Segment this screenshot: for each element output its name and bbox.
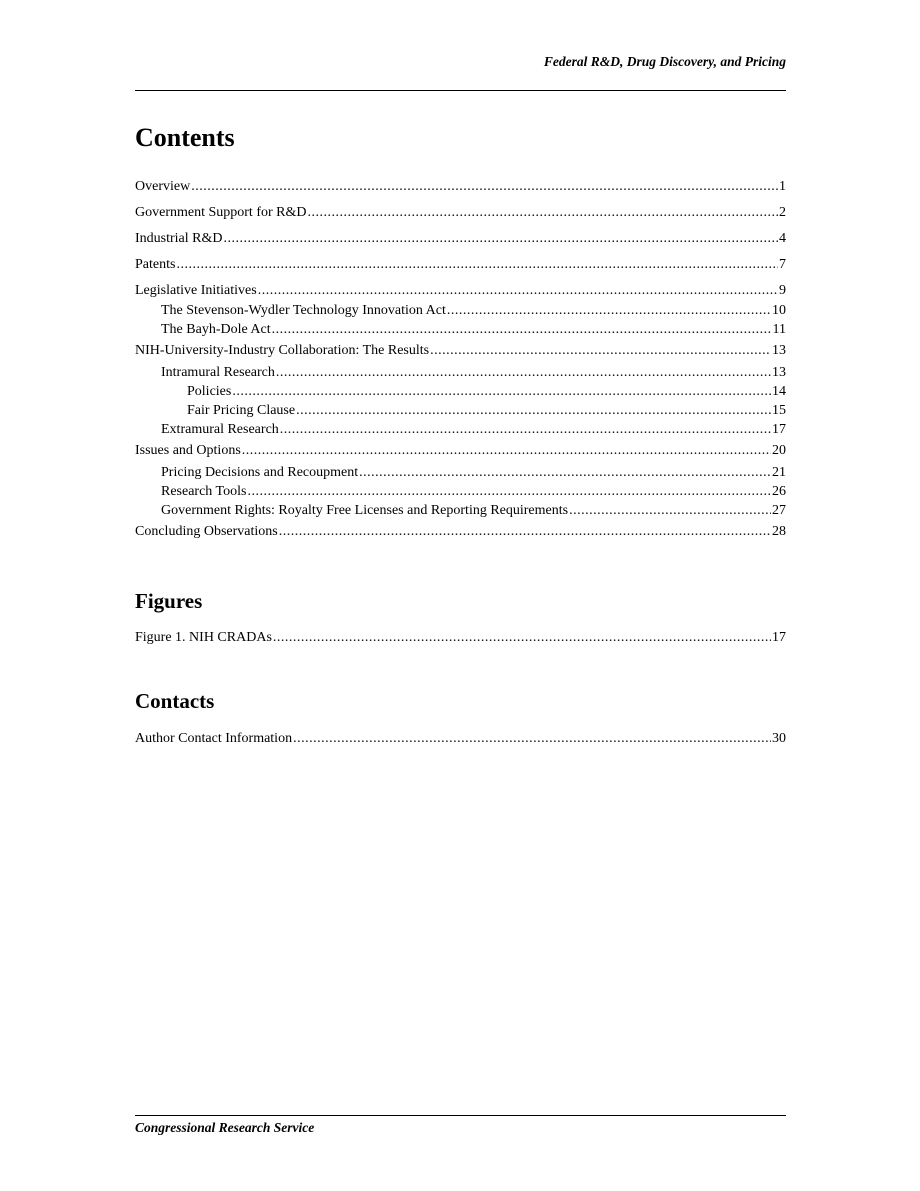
toc-entry-page: 4	[779, 231, 786, 246]
dot-leader	[258, 281, 778, 301]
footer-rule	[135, 1115, 786, 1116]
toc-entry-page: 10	[772, 303, 786, 318]
toc-entry-stevenson-wydler[interactable]	[135, 301, 786, 320]
toc-entry-legislative-initiatives[interactable]	[135, 281, 786, 301]
toc-entry-page: 14	[772, 384, 786, 399]
toc-entry-label: Issues and Options	[135, 443, 241, 458]
running-header: Federal R&D, Drug Discovery, and Pricing	[543, 54, 786, 69]
contents-list	[135, 177, 786, 542]
toc-entry-page: 30	[772, 731, 786, 746]
toc-entry-patents[interactable]	[135, 255, 786, 275]
dot-leader	[242, 441, 771, 461]
toc-entry-label: Concluding Observations	[135, 524, 278, 539]
toc-entry-page: 7	[779, 257, 786, 272]
toc-entry-page: 20	[772, 443, 786, 458]
toc-entry-nih-collaboration[interactable]	[135, 341, 786, 361]
contacts-heading: Contacts	[135, 689, 215, 713]
toc-entry-page: 27	[772, 503, 786, 518]
toc-entry-label: Government Rights: Royalty Free Licenses and Reporting Requirements	[161, 503, 569, 518]
figures-list	[135, 628, 786, 648]
toc-entry-overview[interactable]	[135, 177, 786, 197]
toc-entry-label: Overview	[135, 179, 191, 194]
contacts-list	[135, 729, 786, 749]
toc-entry-label: Intramural Research	[161, 365, 275, 380]
dot-leader	[272, 320, 772, 339]
toc-entry-label: Patents	[135, 257, 176, 272]
toc-entry-label: Research Tools	[161, 484, 247, 499]
toc-entry-bayh-dole[interactable]	[135, 320, 786, 339]
dot-leader	[176, 255, 778, 275]
toc-entry-label: Industrial R&D	[135, 231, 223, 246]
toc-entry-page: 17	[772, 422, 786, 437]
contents-heading: Contents	[135, 123, 235, 152]
toc-entry-government-support[interactable]	[135, 203, 786, 223]
toc-entry-label: Figure 1. NIH CRADAs	[135, 630, 272, 645]
toc-entry-extramural-research[interactable]	[135, 420, 786, 439]
toc-entry-industrial-rd[interactable]	[135, 229, 786, 249]
toc-entry-label: Extramural Research	[161, 422, 279, 437]
toc-entry-page: 1	[779, 179, 786, 194]
toc-entry-page: 26	[772, 484, 786, 499]
dot-leader	[430, 341, 771, 361]
toc-entry-page: 13	[772, 365, 786, 380]
dot-leader	[273, 628, 771, 648]
toc-entry-policies[interactable]	[135, 382, 786, 401]
toc-entry-issues-options[interactable]	[135, 441, 786, 461]
toc-entry-page: 15	[772, 403, 786, 418]
dot-leader	[276, 363, 771, 382]
toc-entry-label: Policies	[187, 384, 232, 399]
toc-entry-figure-1[interactable]	[135, 628, 786, 648]
dot-leader	[191, 177, 778, 197]
toc-entry-label: Government Support for R&D	[135, 205, 307, 220]
toc-entry-label: NIH-University-Industry Collaboration: The Results	[135, 343, 430, 358]
dot-leader	[296, 401, 771, 420]
dot-leader	[232, 382, 771, 401]
dot-leader	[279, 522, 771, 542]
running-footer: Congressional Research Service	[135, 1120, 315, 1135]
toc-entry-page: 11	[772, 322, 786, 337]
toc-entry-label: Fair Pricing Clause	[187, 403, 296, 418]
toc-entry-fair-pricing-clause[interactable]	[135, 401, 786, 420]
toc-entry-page: 13	[772, 343, 786, 358]
dot-leader	[569, 501, 771, 520]
dot-leader	[359, 463, 771, 482]
toc-entry-label: Legislative Initiatives	[135, 283, 257, 298]
toc-entry-research-tools[interactable]	[135, 482, 786, 501]
dot-leader	[224, 229, 779, 249]
dot-leader	[447, 301, 771, 320]
toc-entry-intramural-research[interactable]	[135, 363, 786, 382]
toc-entry-page: 2	[779, 205, 786, 220]
header-rule	[135, 90, 786, 91]
dot-leader	[247, 482, 771, 501]
dot-leader	[280, 420, 771, 439]
toc-entry-page: 9	[779, 283, 786, 298]
toc-entry-label: The Stevenson-Wydler Technology Innovation Act	[161, 303, 446, 318]
toc-entry-label: The Bayh-Dole Act	[161, 322, 271, 337]
toc-entry-label: Pricing Decisions and Recoupment	[161, 465, 359, 480]
toc-entry-concluding-observations[interactable]	[135, 522, 786, 542]
toc-entry-page: 28	[772, 524, 786, 539]
toc-entry-page: 17	[772, 630, 786, 645]
toc-entry-page: 21	[772, 465, 786, 480]
toc-entry-label: Author Contact Information	[135, 731, 293, 746]
dot-leader	[307, 203, 778, 223]
toc-entry-author-contact[interactable]	[135, 729, 786, 749]
toc-entry-government-rights[interactable]	[135, 501, 786, 520]
figures-heading: Figures	[135, 589, 203, 613]
dot-leader	[293, 729, 771, 749]
toc-entry-pricing-decisions[interactable]	[135, 463, 786, 482]
